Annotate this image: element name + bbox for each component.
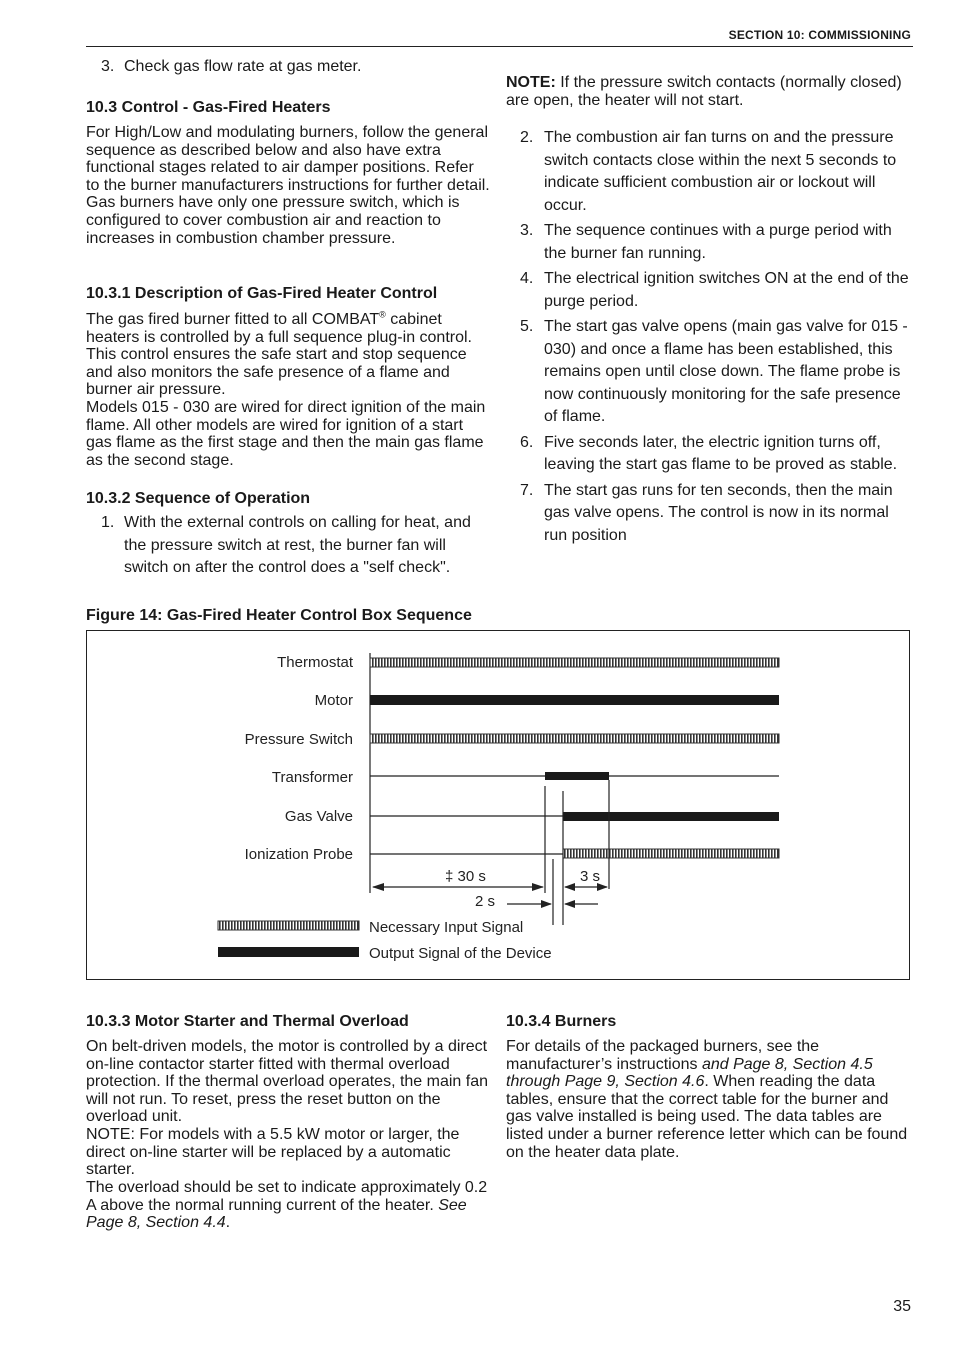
legend-input-swatch — [218, 921, 359, 930]
timing-diagram — [87, 631, 911, 981]
paragraph-10-3-3c: The overload should be set to indicate approximately 0.2 A above the normal running current of the heater. See Page 8, Section 4.4. — [86, 1179, 488, 1232]
left-column — [86, 56, 490, 82]
legend-output-label: Output Signal of the Device — [369, 945, 552, 962]
paragraph-10-3-3b: NOTE: For models with a 5.5 kW motor or larger, the direct on-line starter will be replaced by a automatic starter. — [86, 1126, 460, 1179]
transformer-signal — [545, 772, 609, 780]
heading-10-3-4: 10.3.4 Burners — [506, 1013, 617, 1030]
legend-output-swatch — [218, 947, 359, 957]
dim-30s-label: ‡ 30 s — [445, 868, 486, 885]
heading-10-3: 10.3 Control - Gas-Fired Heaters — [86, 99, 331, 116]
row-label-pressure-switch: Pressure Switch — [244, 731, 353, 748]
heading-10-3-2: 10.3.2 Sequence of Operation — [86, 490, 311, 507]
dim-3s-arrow-left — [564, 883, 575, 891]
paragraph-10-3-3a: On belt-driven models, the motor is controlled by a direct on-line contactor starter fitted with thermal overload protection. If the thermal overload operates, the main fan will not run. To reset, press the reset button on the overload unit. — [86, 1038, 489, 1126]
row-label-thermostat: Thermostat — [277, 654, 353, 671]
page-number: 35 — [893, 1298, 911, 1315]
list-item: 3. The sequence continues with a purge period with the burner fan running. — [520, 222, 892, 262]
heading-10-3-3: 10.3.3 Motor Starter and Thermal Overload — [86, 1013, 409, 1030]
heading-10-3-1: 10.3.1 Description of Gas-Fired Heater Control — [86, 285, 438, 302]
paragraph-10-3-1a: The gas fired burner fitted to all COMBAT® cabinet heaters is controlled by a full sequence plug-in control. This control ensures the safe start and stop sequence and also monitors the safe presence of a flame and burner air pressure. — [86, 309, 472, 399]
dim-30s-arrow-right — [532, 883, 544, 891]
section-header: SECTION 10: COMMISSIONING — [728, 28, 911, 42]
list-item: 4. The electrical ignition switches ON at the end of the purge period. — [520, 270, 909, 310]
thermostat-signal — [370, 658, 779, 667]
note-paragraph: NOTE: If the pressure switch contacts (normally closed) are open, the heater will not start. — [506, 74, 902, 109]
row-label-transformer: Transformer — [271, 769, 353, 786]
dim-2s-arrow-left — [541, 900, 552, 908]
ionization-probe-signal — [563, 849, 779, 858]
row-label-gas-valve: Gas Valve — [284, 808, 353, 825]
gas-valve-signal — [563, 812, 779, 821]
figure-caption: Figure 14: Gas-Fired Heater Control Box Sequence — [86, 607, 472, 624]
header-rule — [86, 46, 913, 47]
sequence-list — [86, 512, 490, 583]
paragraph-10-3: For High/Low and modulating burners, follow the general sequence as described below and also have extra functional stages related to air damper positions. Refer to the burner manufacturers instructions for further detail. Gas burners have only one pressure switch, which is configured to cover combustion air and reaction to increases in combustion chamber pressure. — [86, 124, 490, 247]
motor-signal — [370, 695, 779, 705]
list-item: 1. With the external controls on calling for heat, and the pressure switch at rest, the burner fan will switch on after the control does a "self check". — [101, 514, 471, 576]
row-label-ionization-probe: Ionization Probe — [244, 846, 353, 863]
paragraph-10-3-4: For details of the packaged burners, see the manufacturer’s instructions and Page 8, Section 4.5 through Page 9, Section 4.6. When reading the data tables, ensure that the correct table for the burner and gas valve installed is being used. The data tables are listed under a burner reference letter which can be found on the heater data plate. — [506, 1038, 908, 1161]
dim-30s-arrow-left — [372, 883, 384, 891]
list-item: 7. The start gas runs for ten seconds, then the main gas valve opens. The control is now in its normal run position — [520, 481, 893, 544]
list-item: 6. Five seconds later, the electric ignition turns off, leaving the start gas flame to be proved as stable. — [520, 433, 898, 473]
row-label-motor: Motor — [314, 692, 353, 709]
pressure-switch-signal — [370, 734, 779, 743]
dim-2s-arrow-right — [564, 900, 575, 908]
dim-2s-label: 2 s — [475, 893, 496, 910]
paragraph-10-3-1b: Models 015 - 030 are wired for direct ignition of the main flame. All other models are wired for ignition of a start gas flame as the first stage and then the main gas flame as the second stage. — [86, 399, 486, 469]
steps-list — [506, 127, 910, 550]
figure-box — [86, 630, 910, 980]
list-item: 2. The combustion air fan turns on and the pressure switch contacts close within the next 5 seconds to indicate sufficient combustion air or lockout will occur. — [520, 129, 897, 214]
list-item: 5. The start gas valve opens (main gas valve for 015 - 030) and once a flame has been established, this remains open until close down. The flame probe is now continuously monitoring for the safe presence of flame. — [520, 318, 908, 425]
list-item: 3. Check gas flow rate at gas meter. — [101, 58, 362, 75]
dim-3s-label: 3 s — [580, 868, 601, 885]
legend-input-label: Necessary Input Signal — [369, 919, 524, 936]
